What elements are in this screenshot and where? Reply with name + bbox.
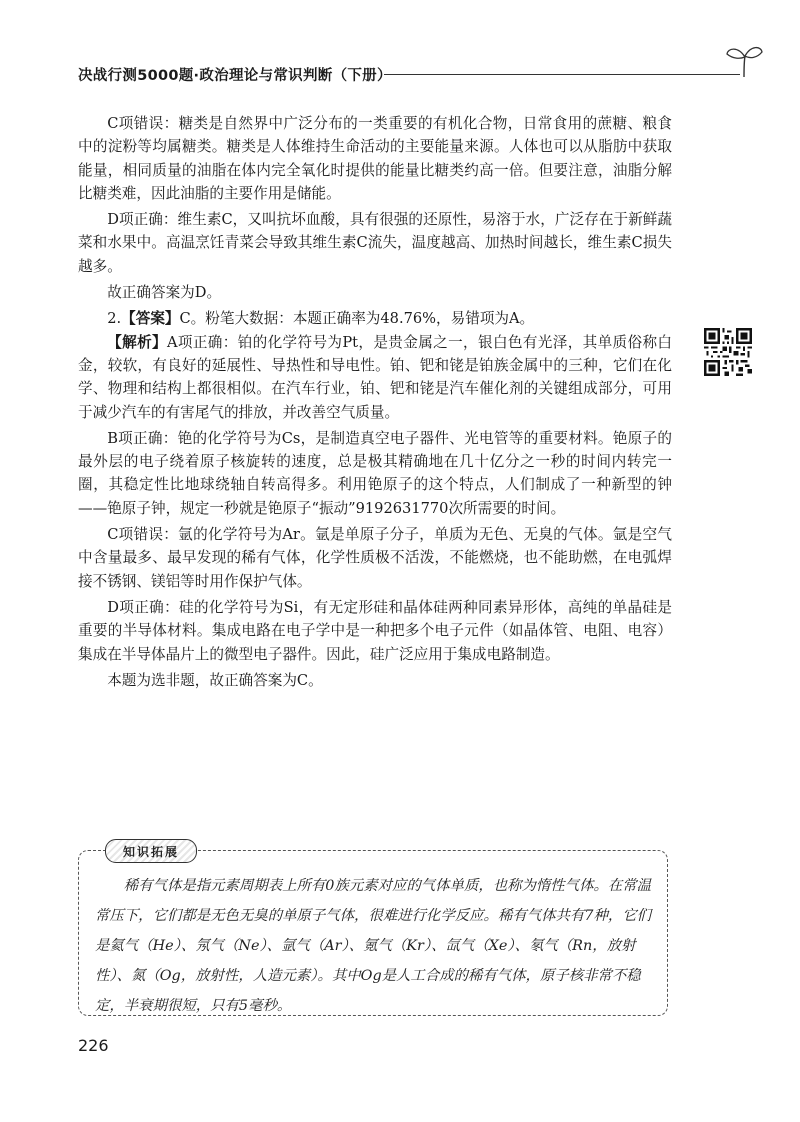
- analysis-text: A项正确：铂的化学符号为Pt，是贵金属之一，银白色有光泽，其单质俗称白金，较软，有良好的延展性、导热性和导电性。铂、钯和铑是铂族金属中的三种，它们在化学、物理和结构上都很相似。在汽车行业，铂、钯和铑是汽车催化剂的关键组成部分，可用于减少汽车的有害尾气的排放，并改善空气质量。: [78, 333, 672, 421]
- page-number: 226: [78, 1036, 109, 1055]
- paragraph-d-silicon: D项正确：硅的化学符号为Si，有无定形硅和晶体硅两种同素异形体，高纯的单晶硅是重要的半导体材料。集成电路在电子学中是一种把多个电子元件（如晶体管、电阻、电容）集成在半导体晶片上的微型电子器件。因此，硅广泛应用于集成电路制造。: [78, 598, 672, 663]
- note-body: [95, 871, 653, 1021]
- page-header: [78, 62, 768, 92]
- paragraph-c-sugar: C项错误：糖类是自然界中广泛分布的一类重要的有机化合物，日常食用的蔗糖、粮食中的淀粉等均属糖类。糖类是人体维持生命活动的主要能量来源。人体也可以从脂肪中获取能量，相同质量的油脂在体内完全氧化时提供的能量比糖类约高一倍。但要注意，油脂分解比糖类难，因此油脂的主要作用是储能。: [78, 115, 672, 202]
- analysis-tag: 【解析】: [107, 333, 167, 351]
- header-rule: [384, 74, 740, 75]
- sprout-icon: [724, 44, 764, 78]
- paragraph-answer-2: 本题为选非题，故正确答案为C。: [107, 671, 323, 689]
- header-title: 决战行测5000题·政治理论与常识判断（下册）: [78, 68, 392, 84]
- article-body: [78, 112, 672, 692]
- answer-text: C。粉笔大数据：本题正确率为48.76%，易错项为A。: [179, 310, 535, 328]
- qr-code-icon[interactable]: [704, 328, 752, 376]
- knowledge-extension-box: [78, 844, 668, 1016]
- question-number: 2.: [107, 310, 122, 328]
- question-2-answer: [78, 307, 672, 330]
- note-text: 稀有气体是指元素周期表上所有0族元素对应的气体单质，也称为惰性气体。在常温常压下，它们都是无色无臭的单原子气体，很难进行化学反应。稀有气体共有7种，它们是氦气（He）、氖气（Ne）、氩气（Ar）、氪气（Kr）、氙气（Xe）、氡气（Rn，放射性）、氮（Og，放射性，人造元素）。其中Og是人工合成的稀有气体，原子核非常不稳定，半衰期很短，只有5毫秒。: [95, 878, 652, 1014]
- paragraph-answer-1: 故正确答案为D。: [107, 284, 222, 302]
- paragraph-b-cesium: B项正确：铯的化学符号为Cs，是制造真空电子器件、光电管等的重要材料。铯原子的最外层的电子绕着原子核旋转的速度，总是极其精确地在几十亿分之一秒的时间内转完一圈，其稳定性比地球绕轴自转高得多。利用铯原子的这个特点，人们制成了一种新型的钟——铯原子钟，规定一秒就是铯原子“振动”9192631770次所需要的时间。: [78, 429, 672, 517]
- analysis-paragraph: [78, 331, 672, 424]
- paragraph-c-argon: C项错误：氩的化学符号为Ar。氩是单原子分子，单质为无色、无臭的气体。氩是空气中含量最多、最早发现的稀有气体，化学性质极不活泼，不能燃烧，也不能助燃，在电弧焊接不锈钢、镁铝等时用作保护气体。: [78, 526, 672, 590]
- answer-tag: 【答案】: [121, 310, 180, 328]
- paragraph-d-vitamin: D项正确：维生素C，又叫抗坏血酸，具有很强的还原性，易溶于水，广泛存在于新鲜蔬菜和水果中。高温烹饪青菜会导致其维生素C流失，温度越高、加热时间越长，维生素C损失越多。: [78, 211, 672, 275]
- note-badge: 知识拓展: [105, 839, 197, 863]
